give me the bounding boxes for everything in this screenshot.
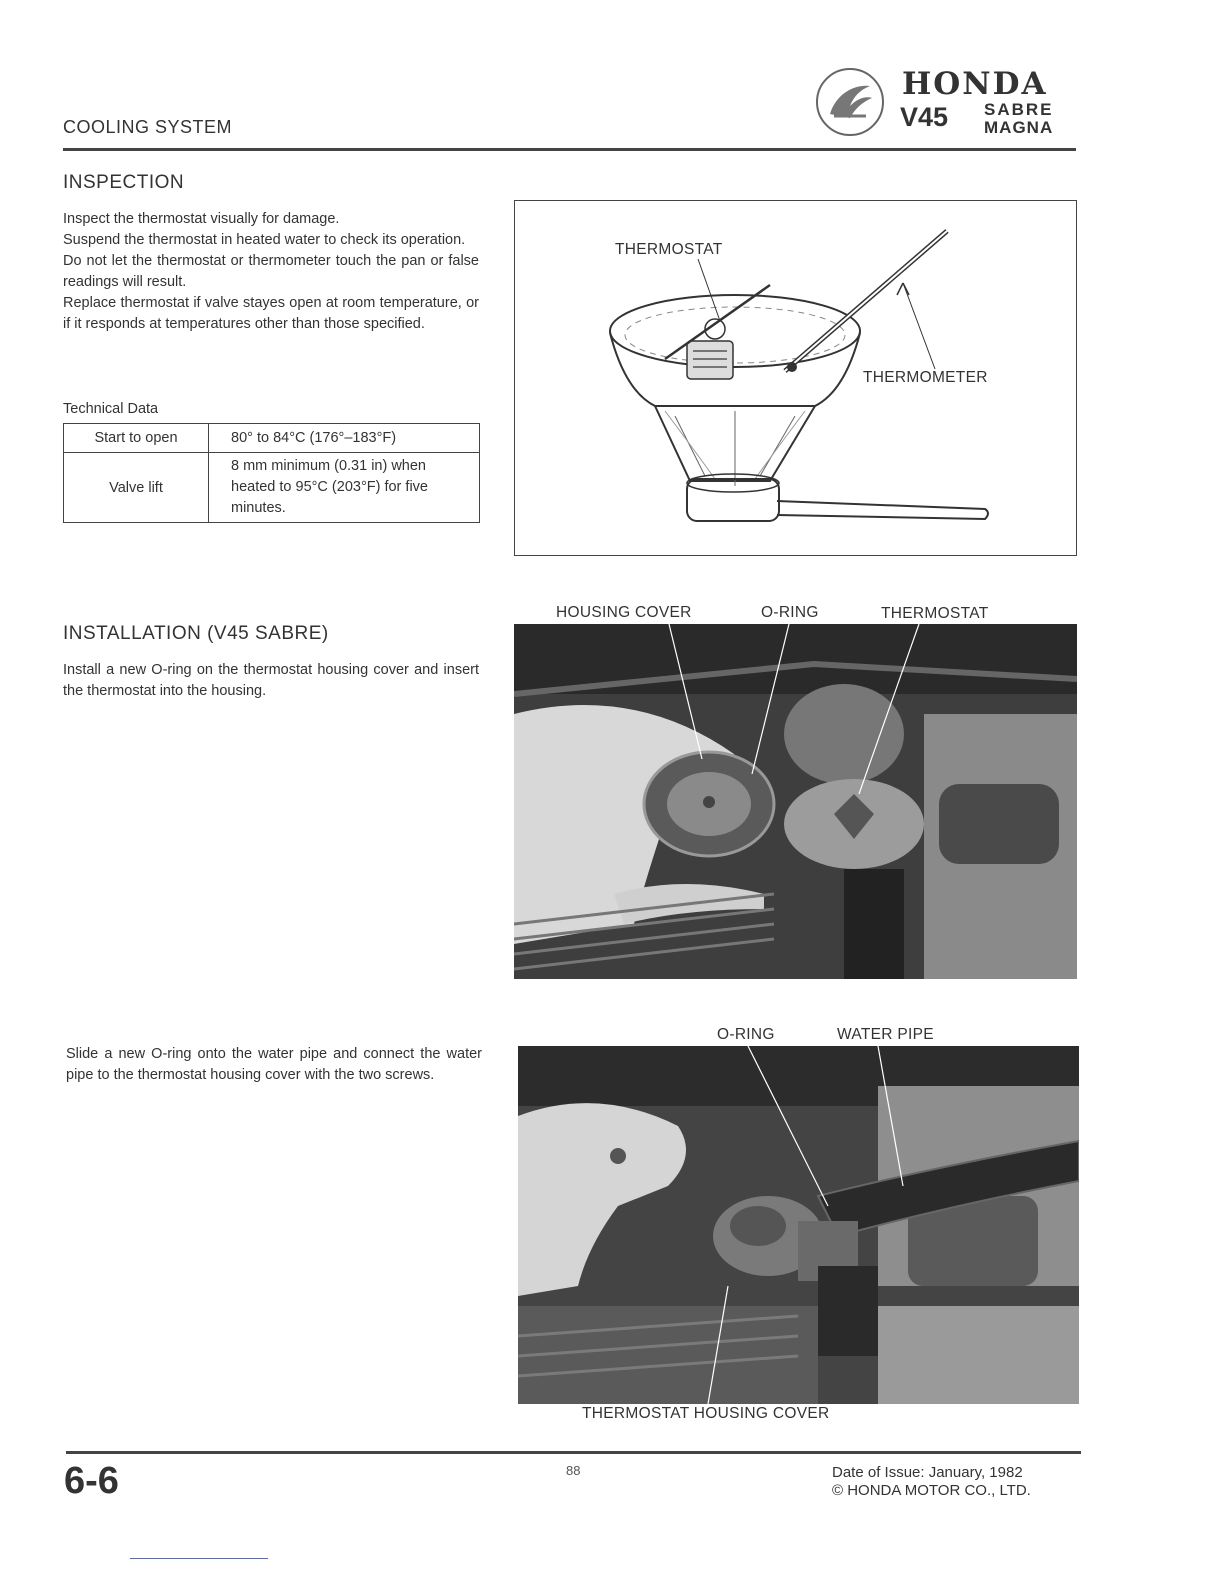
label-thermostat: THERMOSTAT — [615, 241, 723, 258]
label-thermostat-housing-cover: THERMOSTAT HOUSING COVER — [582, 1405, 830, 1422]
honda-logo — [814, 64, 1084, 140]
installation-title: INSTALLATION (V45 SABRE) — [63, 623, 329, 644]
page-section-number: 6-6 — [64, 1460, 119, 1502]
page-number: 88 — [566, 1463, 581, 1478]
label-thermostat-photo: THERMOSTAT — [881, 605, 989, 622]
model-name: V45 — [900, 102, 949, 132]
table-row — [64, 453, 480, 523]
water-pipe-illustration — [518, 1046, 1079, 1404]
inspection-line-1: Inspect the thermostat visually for damage. — [63, 211, 340, 227]
header-section-title: COOLING SYSTEM — [63, 117, 233, 137]
variant-magna: MAGNA — [984, 118, 1054, 137]
thermostat-test-figure — [514, 200, 1077, 556]
tech-label: Start to open — [64, 424, 209, 453]
inspection-line-3: Do not let the thermostat or thermometer touch the pan or false readings will result. — [63, 253, 479, 290]
tech-value: 8 mm minimum (0.31 in) when heated to 95°C (203°F) for five minutes. — [209, 453, 480, 523]
housing-cover-photo — [514, 624, 1077, 979]
footer-rule — [66, 1451, 1081, 1454]
tech-value: 80° to 84°C (176°–183°F) — [209, 424, 480, 453]
bottom-scan-line — [130, 1558, 268, 1559]
tech-label: Valve lift — [64, 453, 209, 523]
honda-wing-icon — [814, 66, 886, 138]
label-thermometer: THERMOMETER — [863, 369, 988, 386]
header-rule — [63, 148, 1076, 151]
label-water-pipe: WATER PIPE — [837, 1026, 934, 1043]
engine-photo-illustration — [514, 624, 1077, 979]
installation-text-2: Slide a new O-ring onto the water pipe and connect the water pipe to the thermostat housing cover with the two screws. — [66, 1046, 482, 1083]
brand-name: HONDA — [902, 66, 1048, 102]
copyright: © HONDA MOTOR CO., LTD. — [832, 1482, 1031, 1499]
table-row — [64, 424, 480, 453]
inspection-line-4: Replace thermostat if valve stayes open at room temperature, or if it responds at temperatures other than those specified. — [63, 295, 479, 332]
label-o-ring: O-RING — [761, 604, 819, 621]
installation-text-1: Install a new O-ring on the thermostat housing cover and insert the thermostat into the housing. — [63, 662, 479, 699]
tech-data-table — [63, 423, 480, 523]
inspection-text — [63, 209, 479, 335]
issue-date: Date of Issue: January, 1982 — [832, 1464, 1023, 1481]
water-pipe-photo — [518, 1046, 1079, 1404]
thermostat-pan-illustration — [515, 201, 1076, 555]
inspection-title: INSPECTION — [63, 172, 185, 193]
tech-data-title: Technical Data — [63, 401, 159, 417]
variant-sabre: SABRE — [984, 100, 1054, 119]
label-o-ring-2: O-RING — [717, 1026, 775, 1043]
inspection-line-2: Suspend the thermostat in heated water to check its operation. — [63, 232, 466, 248]
label-housing-cover: HOUSING COVER — [556, 604, 692, 621]
